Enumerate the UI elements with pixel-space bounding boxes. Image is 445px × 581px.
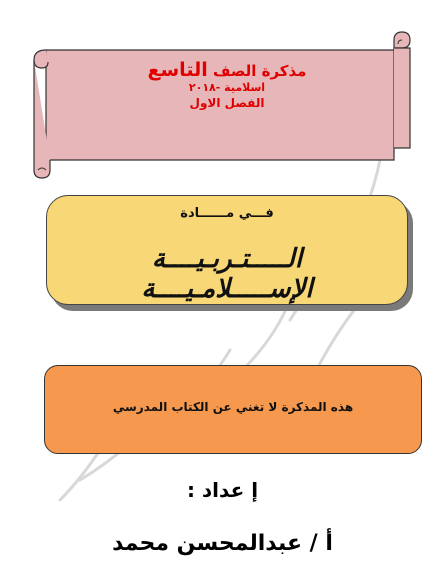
header-term: الفصل الاول bbox=[189, 96, 265, 110]
subject-box bbox=[46, 195, 408, 305]
prepared-by-label: إ عداد : bbox=[186, 478, 259, 502]
header-title bbox=[72, 60, 382, 81]
author-name: أ / عبدالمحسن محمد bbox=[112, 531, 333, 556]
subject-label: فـــي مــــــادة bbox=[180, 206, 274, 221]
header-title-grade: التاسع bbox=[147, 59, 208, 81]
notice-box bbox=[44, 365, 422, 454]
header-subtitle: اسلامية -٢٠١٨ bbox=[188, 81, 266, 94]
notice-text: هذه المذكرة لا تغني عن الكتاب المدرسي bbox=[112, 400, 354, 414]
header-title-prefix: مذكرة الصف bbox=[212, 62, 307, 80]
title-scroll-banner bbox=[24, 30, 424, 180]
subject-name: الـــــتـربـيــــة الإســـــلامـيــــة bbox=[141, 244, 313, 304]
